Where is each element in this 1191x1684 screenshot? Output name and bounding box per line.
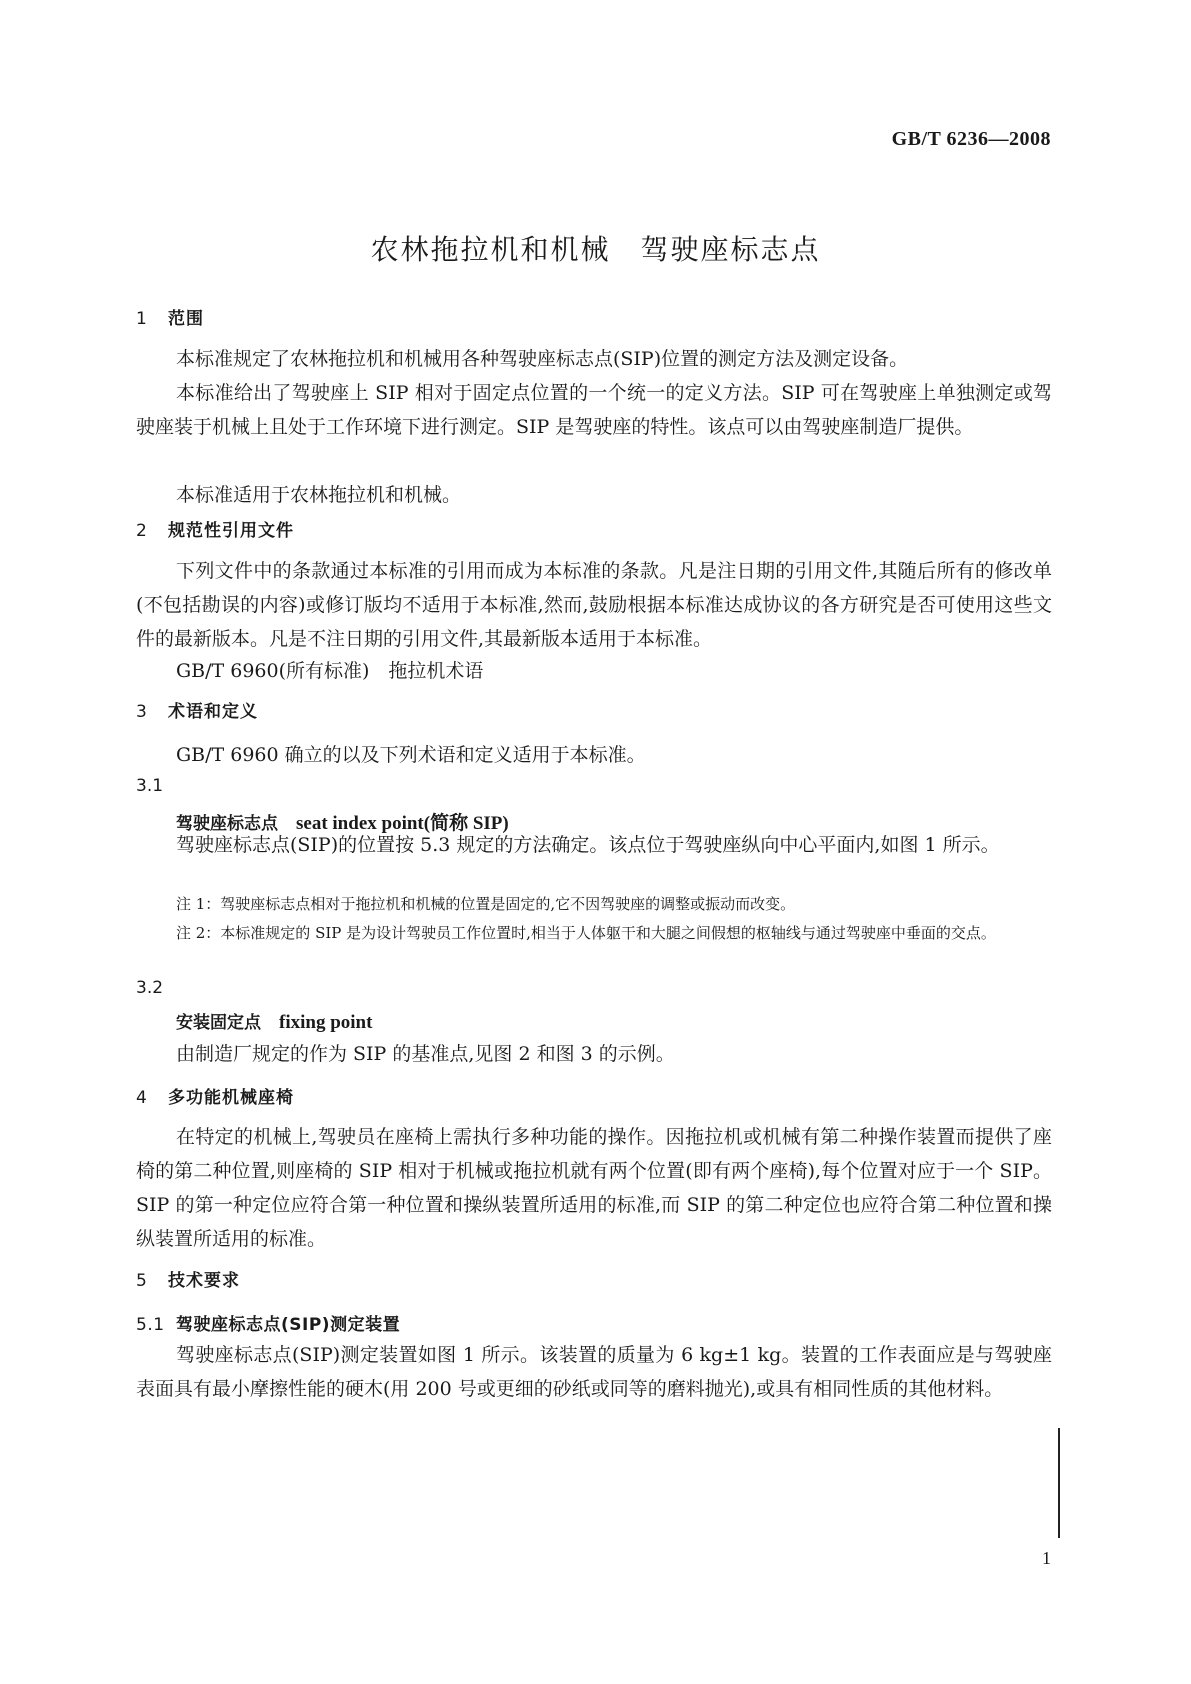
section-title: 范围	[168, 309, 204, 329]
section-5-heading	[136, 1266, 240, 1291]
section-1-paragraph-2: 本标准给出了驾驶座上 SIP 相对于固定点位置的一个统一的定义方法。SIP 可在驾驶座上单独测定或驾驶座装于机械上且处于工作环境下进行测定。SIP 是驾驶座的特性。该点可以由驾驶座制造厂提供。	[136, 382, 1052, 438]
document-title: 农林拖拉机和机械 驾驶座标志点	[370, 233, 821, 266]
term-3-1-note-2: 注 2：本标准规定的 SIP 是为设计驾驶员工作位置时,相当于人体躯干和大腿之间假想的枢轴线与通过驾驶座中垂面的交点。	[176, 924, 996, 942]
section-title: 术语和定义	[168, 702, 258, 722]
term-english: fixing point	[279, 1012, 373, 1033]
term-3-1-note-1: 注 1：驾驶座标志点相对于拖拉机和机械的位置是固定的,它不因驾驶座的调整或振动而改变。	[176, 895, 796, 913]
section-3-heading	[136, 697, 258, 722]
section-1-paragraph-3: 本标准适用于农林拖拉机和机械。	[176, 484, 462, 506]
section-4-heading	[136, 1083, 294, 1108]
subsection-5-1-paragraph-1: 驾驶座标志点(SIP)测定装置如图 1 所示。该装置的质量为 6 kg±1 kg。装置的工作表面应是与驾驶座表面具有最小摩擦性能的硬木(用 200 号或更细的砂纸或同等的磨料抛光),或具有相同性质的其他材料。	[136, 1344, 1052, 1400]
section-title: 技术要求	[168, 1271, 240, 1291]
term-english: seat index point(简称 SIP)	[296, 813, 509, 834]
term-chinese: 安装固定点	[176, 1013, 261, 1033]
page-number: 1	[1042, 1548, 1051, 1568]
section-2-heading	[136, 516, 294, 541]
section-number: 3	[136, 702, 148, 722]
section-number: 2	[136, 521, 148, 541]
term-3-1-number: 3.1	[136, 776, 164, 796]
section-number: 5	[136, 1271, 148, 1291]
section-4-paragraph-1: 在特定的机械上,驾驶员在座椅上需执行多种功能的操作。因拖拉机或机械有第二种操作装置而提供了座椅的第二种位置,则座椅的 SIP 相对于机械或拖拉机就有两个位置(即有两个座椅),每个位置对应于一个 SIP。SIP 的第一种定位应符合第一种位置和操纵装置所适用的标准,而 SIP 的第二种定位也应符合第二种位置和操纵装置所适用的标准。	[136, 1126, 1052, 1250]
term-3-1-definition: 驾驶座标志点(SIP)的位置按 5.3 规定的方法确定。该点位于驾驶座纵向中心平面内,如图 1 所示。	[176, 834, 1000, 856]
change-bar	[1058, 1428, 1060, 1538]
term-chinese: 驾驶座标志点	[176, 814, 278, 834]
term-3-2-definition: 由制造厂规定的作为 SIP 的基准点,见图 2 和图 3 的示例。	[176, 1043, 675, 1065]
section-1-paragraph-1: 本标准规定了农林拖拉机和机械用各种驾驶座标志点(SIP)位置的测定方法及测定设备。	[176, 348, 909, 370]
section-3-intro: GB/T 6960 确立的以及下列术语和定义适用于本标准。	[176, 744, 646, 766]
standard-number: GB/T 6236—2008	[891, 128, 1051, 150]
section-1-heading	[136, 304, 204, 329]
term-3-2-number: 3.2	[136, 978, 164, 998]
normative-reference: GB/T 6960(所有标准) 拖拉机术语	[176, 660, 484, 682]
subsection-title: 驾驶座标志点(SIP)测定装置	[176, 1315, 401, 1335]
section-2-paragraph-1: 下列文件中的条款通过本标准的引用而成为本标准的条款。凡是注日期的引用文件,其随后所有的修改单(不包括勘误的内容)或修订版均不适用于本标准,然而,鼓励根据本标准达成协议的各方研究是否可使用这些文件的最新版本。凡是不注日期的引用文件,其最新版本适用于本标准。	[136, 560, 1052, 650]
section-number: 1	[136, 309, 148, 329]
section-number: 4	[136, 1088, 148, 1108]
section-title: 多功能机械座椅	[168, 1088, 294, 1108]
term-3-2	[176, 1008, 372, 1034]
section-title: 规范性引用文件	[168, 521, 294, 541]
subsection-number: 5.1	[136, 1315, 165, 1335]
subsection-5-1-heading	[136, 1310, 400, 1335]
